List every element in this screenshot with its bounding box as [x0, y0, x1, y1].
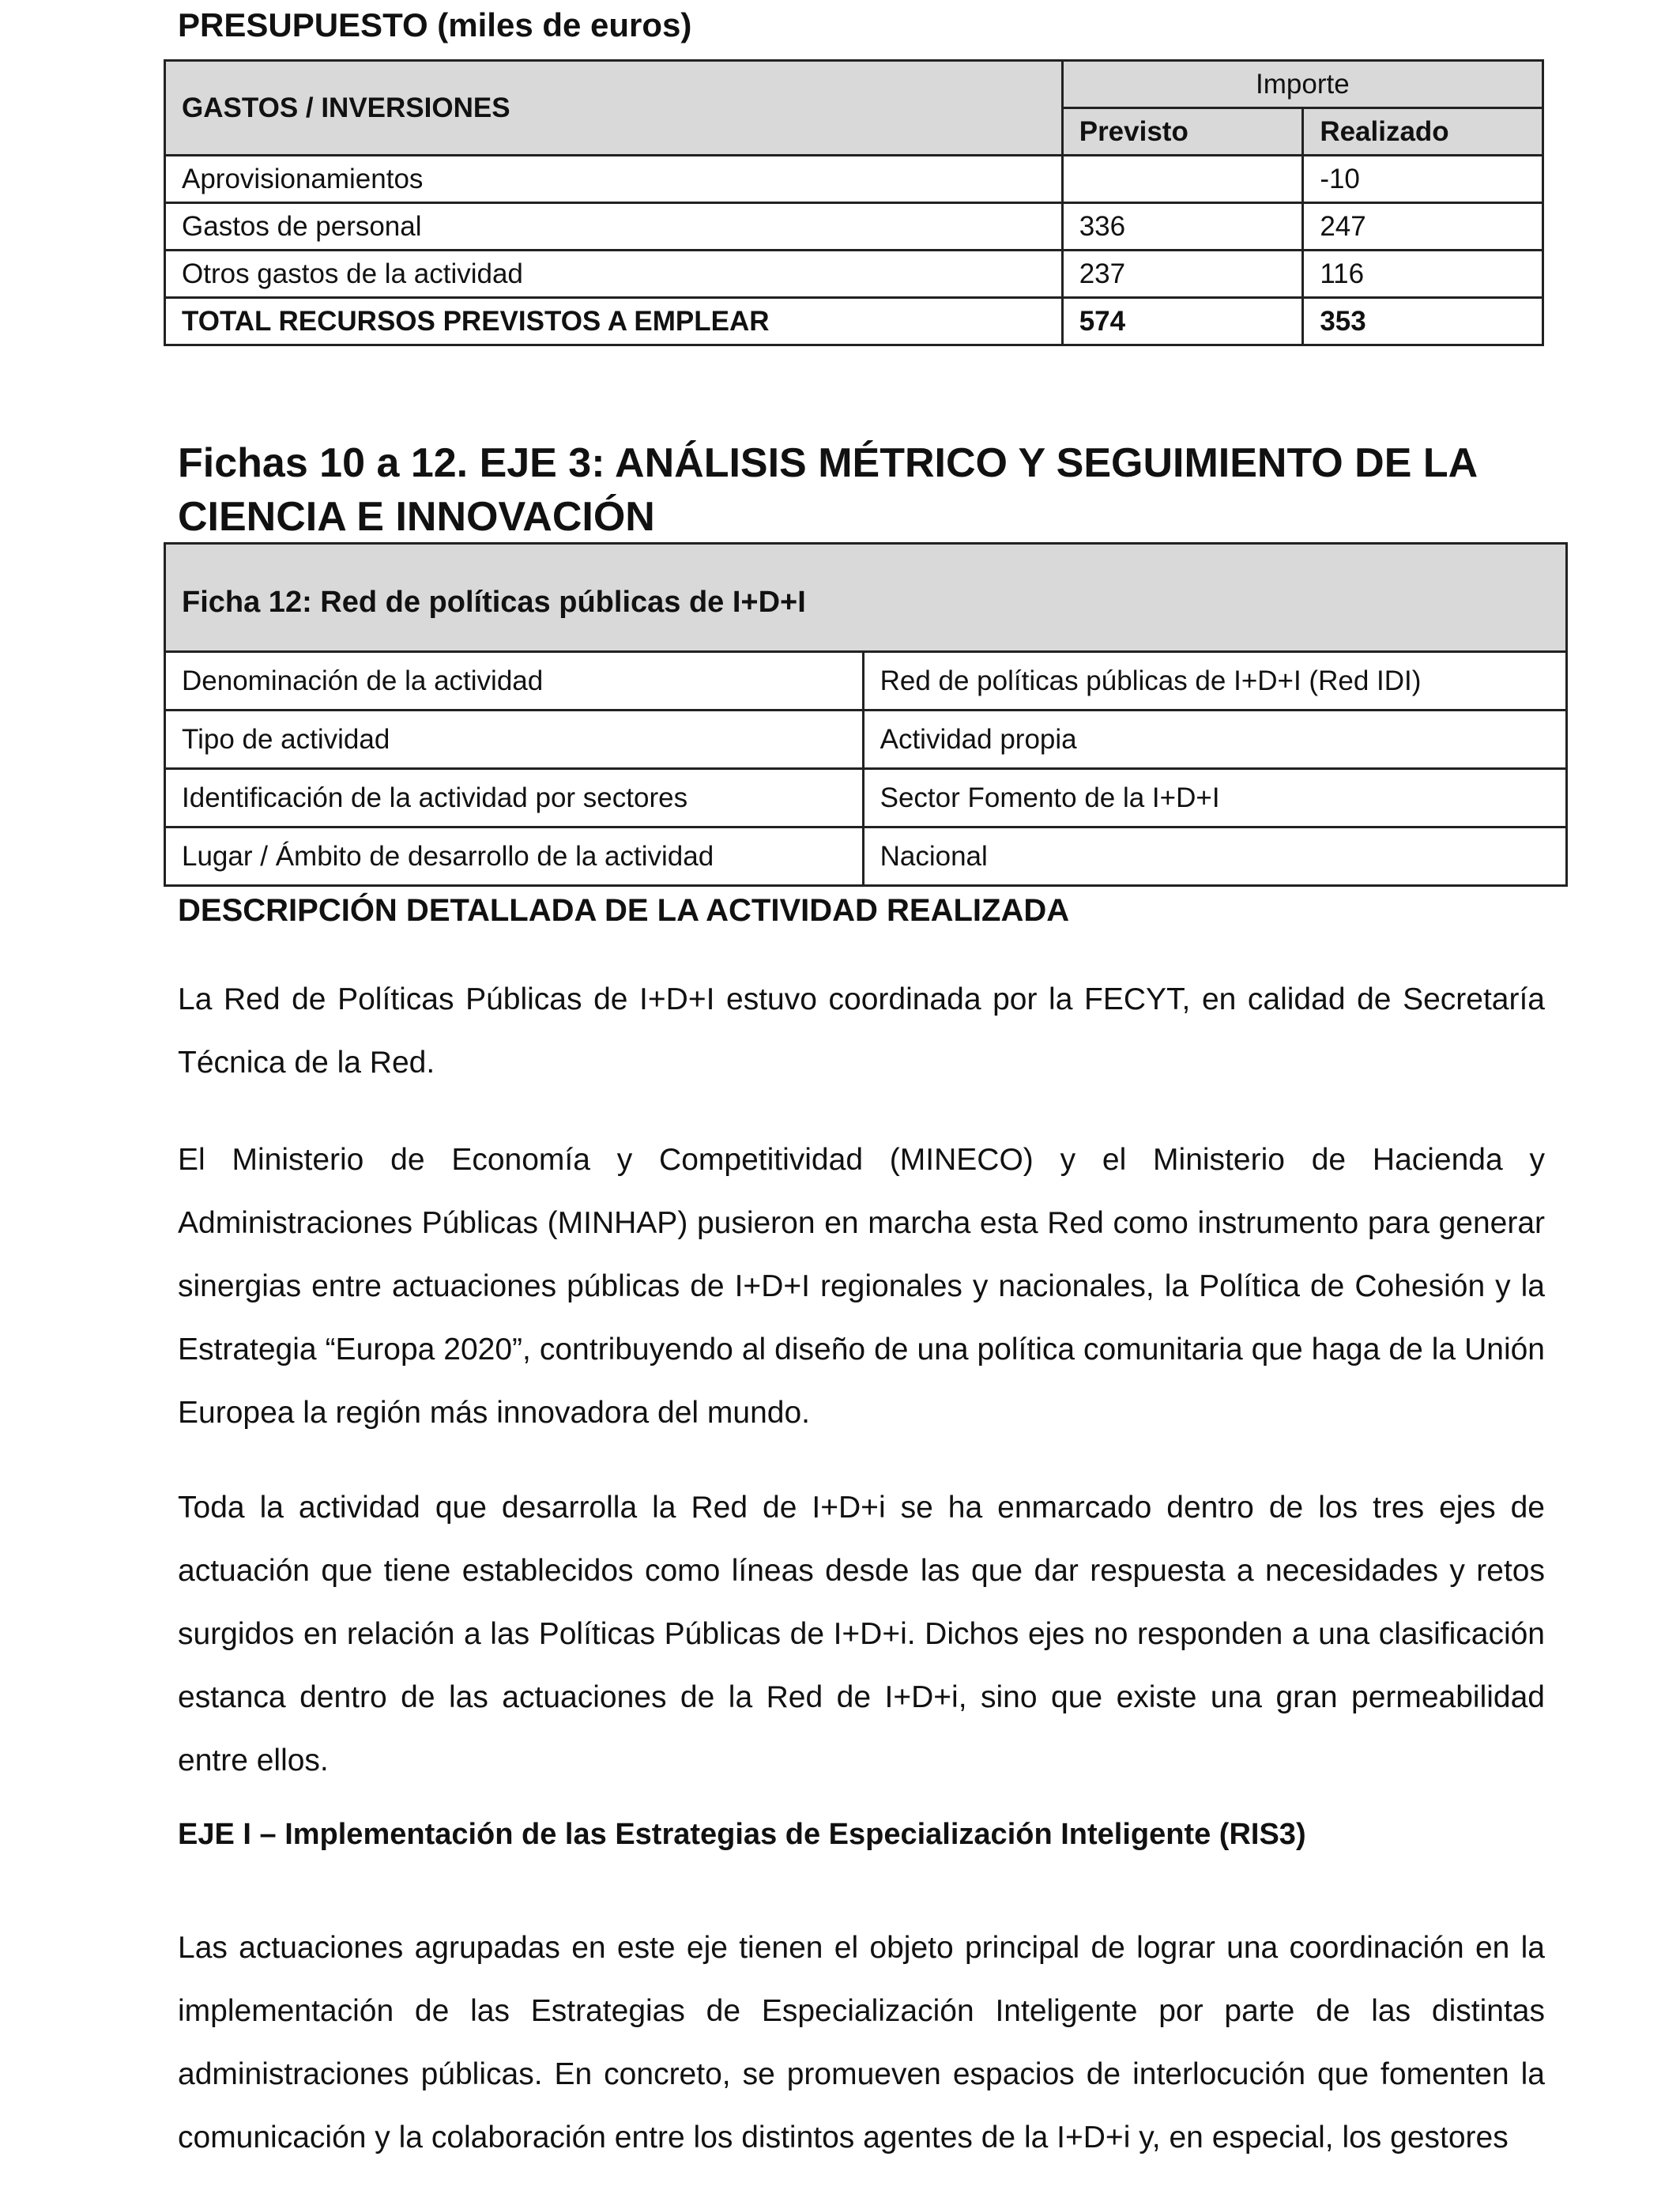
budget-header-row	[165, 61, 1543, 108]
table-row	[165, 652, 1567, 711]
budget-heading: PRESUPUESTO (miles de euros)	[178, 6, 692, 43]
row-label: Gastos de personal	[165, 203, 1063, 251]
section-title: Fichas 10 a 12. EJE 3: ANÁLISIS MÉTRICO Y SEGUIMIENTO DE LA CIENCIA E INNOVACIÓN	[178, 440, 1477, 540]
ficha-label: Identificación de la actividad por sectores	[165, 769, 864, 827]
row-realizado: -10	[1303, 156, 1543, 203]
description-heading: DESCRIPCIÓN DETALLADA DE LA ACTIVIDAD REALIZADA	[178, 893, 1070, 928]
table-row	[165, 711, 1567, 769]
ficha-value: Actividad propia	[863, 711, 1566, 769]
row-previsto: 336	[1062, 203, 1303, 251]
row-previsto	[1062, 156, 1303, 203]
ficha-value: Nacional	[863, 827, 1566, 886]
ficha-label: Lugar / Ámbito de desarrollo de la actividad	[165, 827, 864, 886]
header-realizado: Realizado	[1303, 108, 1543, 156]
paragraph: El Ministerio de Economía y Competitividad (MINECO) y el Ministerio de Hacienda y Administraciones Públicas (MINHAP) pusieron en marcha esta Red como instrumento para generar sinergias entre actuaciones públicas de I+D+I regionales y nacionales, la Política de Cohesión y la Estrategia “Europa 2020”, contribuyendo al diseño de una política comunitaria que haga de la Unión Europea la región más innovadora del mundo.	[178, 1143, 1545, 1430]
table-row	[165, 827, 1567, 886]
total-label: TOTAL RECURSOS PREVISTOS A EMPLEAR	[165, 298, 1063, 345]
table-row	[165, 203, 1543, 251]
row-label: Aprovisionamientos	[165, 156, 1063, 203]
paragraph: Las actuaciones agrupadas en este eje tienen el objeto principal de lograr una coordinación en la implementación de las Estrategias de Especialización Inteligente por parte de las distintas administraciones públicas. En concreto, se promueven espacios de interlocución que fomenten la comunicación y la colaboración entre los distintos agentes de la I+D+i y, en especial, los gestores	[178, 1931, 1545, 2154]
total-previsto: 574	[1062, 298, 1303, 345]
ficha-label: Denominación de la actividad	[165, 652, 864, 711]
total-row	[165, 298, 1543, 345]
total-realizado: 353	[1303, 298, 1543, 345]
row-label: Otros gastos de la actividad	[165, 251, 1063, 298]
header-previsto: Previsto	[1062, 108, 1303, 156]
table-row	[165, 769, 1567, 827]
row-realizado: 116	[1303, 251, 1543, 298]
ficha-value: Sector Fomento de la I+D+I	[863, 769, 1566, 827]
ficha-title: Ficha 12: Red de políticas públicas de I+D+I	[165, 544, 1567, 652]
table-row	[165, 251, 1543, 298]
ficha-title-row	[165, 544, 1567, 652]
paragraph: Toda la actividad que desarrolla la Red de I+D+i se ha enmarcado dentro de los tres ejes de actuación que tiene establecidos como líneas desde las que dar respuesta a necesidades y retos surgidos en relación a las Políticas Públicas de I+D+i. Dichos ejes no responden a una clasificación estanca dentro de las actuaciones de la Red de I+D+i, sino que existe una gran permeabilidad entre ellos.	[178, 1491, 1545, 1777]
ficha-table	[164, 542, 1568, 887]
paragraph: La Red de Políticas Públicas de I+D+I estuvo coordinada por la FECYT, en calidad de Secretaría Técnica de la Red.	[178, 982, 1545, 1080]
row-realizado: 247	[1303, 203, 1543, 251]
header-gastos: GASTOS / INVERSIONES	[165, 61, 1063, 156]
row-previsto: 237	[1062, 251, 1303, 298]
table-row	[165, 156, 1543, 203]
ficha-label: Tipo de actividad	[165, 711, 864, 769]
header-importe: Importe	[1062, 61, 1543, 108]
ficha-value: Red de políticas públicas de I+D+I (Red IDI)	[863, 652, 1566, 711]
eje-heading: EJE I – Implementación de las Estrategias de Especialización Inteligente (RIS3)	[178, 1818, 1306, 1851]
budget-table	[164, 59, 1544, 346]
